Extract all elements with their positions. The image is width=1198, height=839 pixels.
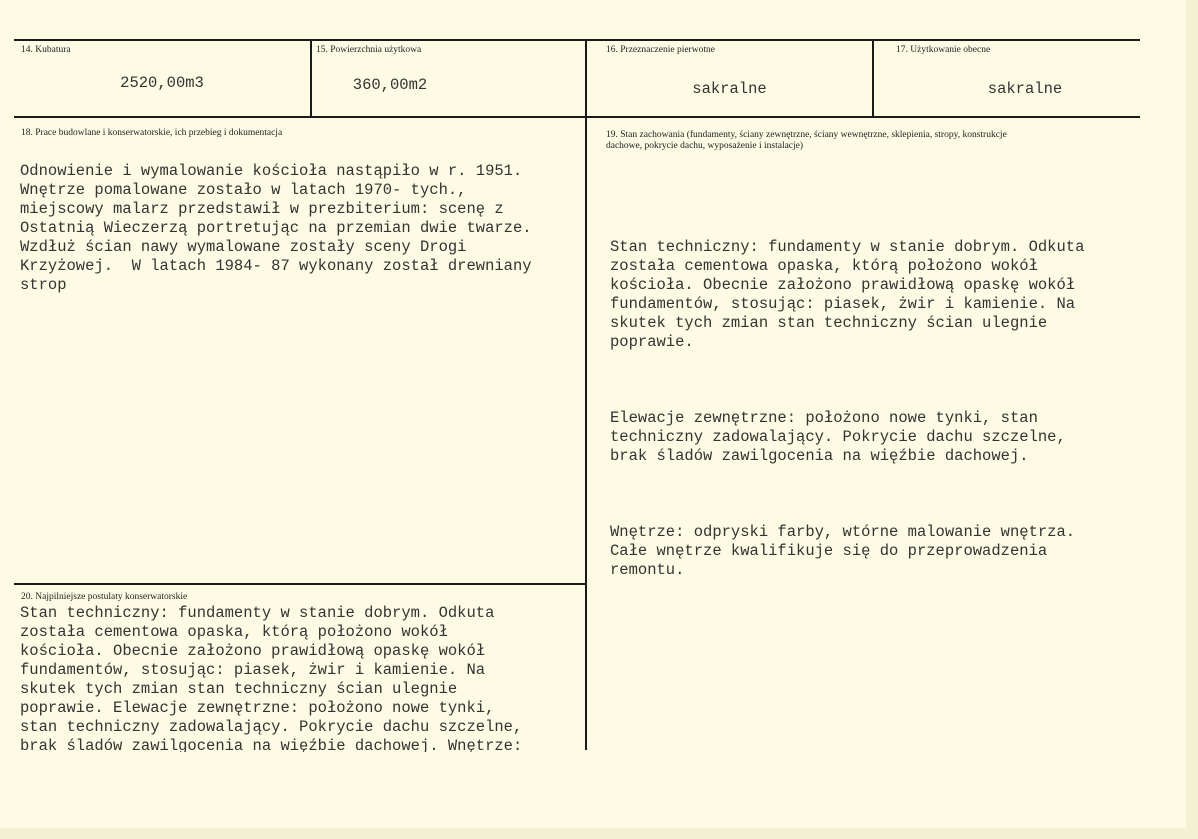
field-19-label-line-2: dachowe, pokrycie dachu, wyposażenie i instalacje) — [606, 141, 804, 151]
field-16-label: 16. Przeznaczenie pierwotne — [606, 45, 715, 55]
top-border-line — [14, 39, 1140, 41]
paper-edge-right — [1186, 0, 1198, 839]
field-20-text-clip — [18, 604, 584, 752]
paper-edge-bottom — [0, 828, 1198, 839]
field-14-value: 2520,00m3 — [120, 74, 204, 92]
field-17-label: 17. Użytkowanie obecne — [896, 45, 991, 55]
field-19-paragraph-3: Wnętrze: odpryski farby, wtórne malowanie wnętrza. Całe wnętrze kwalifikuje się do przeprowadzenia remontu. — [610, 523, 1076, 579]
field-19-paragraph-1: Stan techniczny: fundamenty w stanie dobrym. Odkuta została cementowa opaska, którą położono wokół kościoła. Obecnie założono prawidłową opaskę wokół fundamentów, stosując: piasek, żwir i kamienie. Na skutek tych zmian stan techniczny ścian ulegnie poprawie. — [610, 238, 1085, 351]
center-divider — [585, 39, 587, 750]
section-20-top-line — [14, 583, 587, 585]
field-17-value: sakralne — [987, 80, 1063, 98]
field-18-label: 18. Prace budowlane i konserwatorskie, ich przebieg i dokumentacja — [21, 128, 283, 138]
field-15-label: 15. Powierzchnia użytkowa — [316, 45, 422, 55]
field-19-paragraph-2: Elewacje zewnętrzne: położono nowe tynki, stan techniczny zadowalający. Pokrycie dachu szczelne, brak śladów zawilgocenia na więźbie dachowej. — [610, 409, 1066, 465]
field-15-value: 360,00m2 — [352, 76, 428, 94]
field-16-value: sakralne — [692, 80, 767, 98]
field-19-label-line-1: 19. Stan zachowania (fundamenty, ściany zewnętrzne, ściany wewnętrzne, sklepienia, stropy, konstrukcje — [606, 130, 1007, 140]
field-19-text — [610, 200, 1170, 618]
field-14-label: 14. Kubatura — [21, 45, 71, 55]
divider-16-17 — [872, 39, 874, 118]
field-20-text: Stan techniczny: fundamenty w stanie dobrym. Odkuta została cementowa opaska, którą położono wokół kościoła. Obecnie założono prawidłową opaskę wokół fundamentów, stosując: piasek, żwir i kamienie. Na skutek tych zmian stan techniczny ścian ulegnie poprawie. Elewacje zewnętrzne: położono nowe tynki, stan techniczny zadowalający. Pokrycie dachu szczelne, brak śladów zawilgocenia na więźbie dachowej. Wnętrze: — [20, 604, 523, 752]
field-20-label: 20. Najpilniejsze postulaty konserwatorskie — [21, 592, 188, 602]
field-18-text: Odnowienie i wymalowanie kościoła nastąpiło w r. 1951. Wnętrze pomalowane zostało w latach 1970- tych., miejscowy malarz przedstawił w prezbiterium: scenę z Ostatnią Wieczerzą portretując na przemian dwie twarze. Wzdłuż ścian nawy wymalowane zostały sceny Drogi Krzyżowej. W latach 1984- 87 wykonany został drewniany strop — [20, 162, 532, 294]
row-divider-line — [14, 116, 1140, 118]
